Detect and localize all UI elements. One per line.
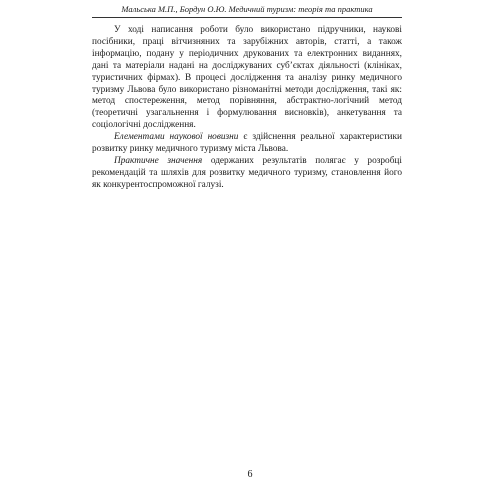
practical-value-text: одержаних результатів полягає у розробці рекомендацій та шляхів для розвитку медичного туризму, становлення його як конкурентоспроможної галузі. (92, 155, 402, 190)
running-header: Мальська М.П., Бордун О.Ю. Медичний туризм: теорія та практика (92, 4, 402, 18)
paragraph-practical-value (92, 156, 402, 192)
novelty-text: є здійснення реальної характеристики розвитку ринку медичного туризму міста Львова. (92, 132, 403, 155)
novelty-lead: Елементами наукової новизни (114, 132, 239, 143)
practical-value-lead: Практичне значення (114, 155, 203, 166)
paragraph-methods: У ході написання роботи було використано підручники, наукові посібники, праці вітчизняних та зарубіжних авторів, статті, а також інформацію, подану у періодичних друкованих та електронних виданнях, дані та матеріали надані на досліджуваних суб’єктах діяльності (клініках, туристичних фірмах). В процесі дослідження та аналізу ринку медичного туризму Львова було використано різноманітні методи дослідження, такі як: метод спостереження, метод порівняння, абстрактно-логічний метод (теоретичні узагальнення і формулювання висновків), анкетування та соціологічні дослідження. (92, 25, 402, 131)
paragraph-novelty (92, 132, 402, 156)
page-number: 6 (247, 469, 253, 480)
page-body (92, 25, 402, 192)
